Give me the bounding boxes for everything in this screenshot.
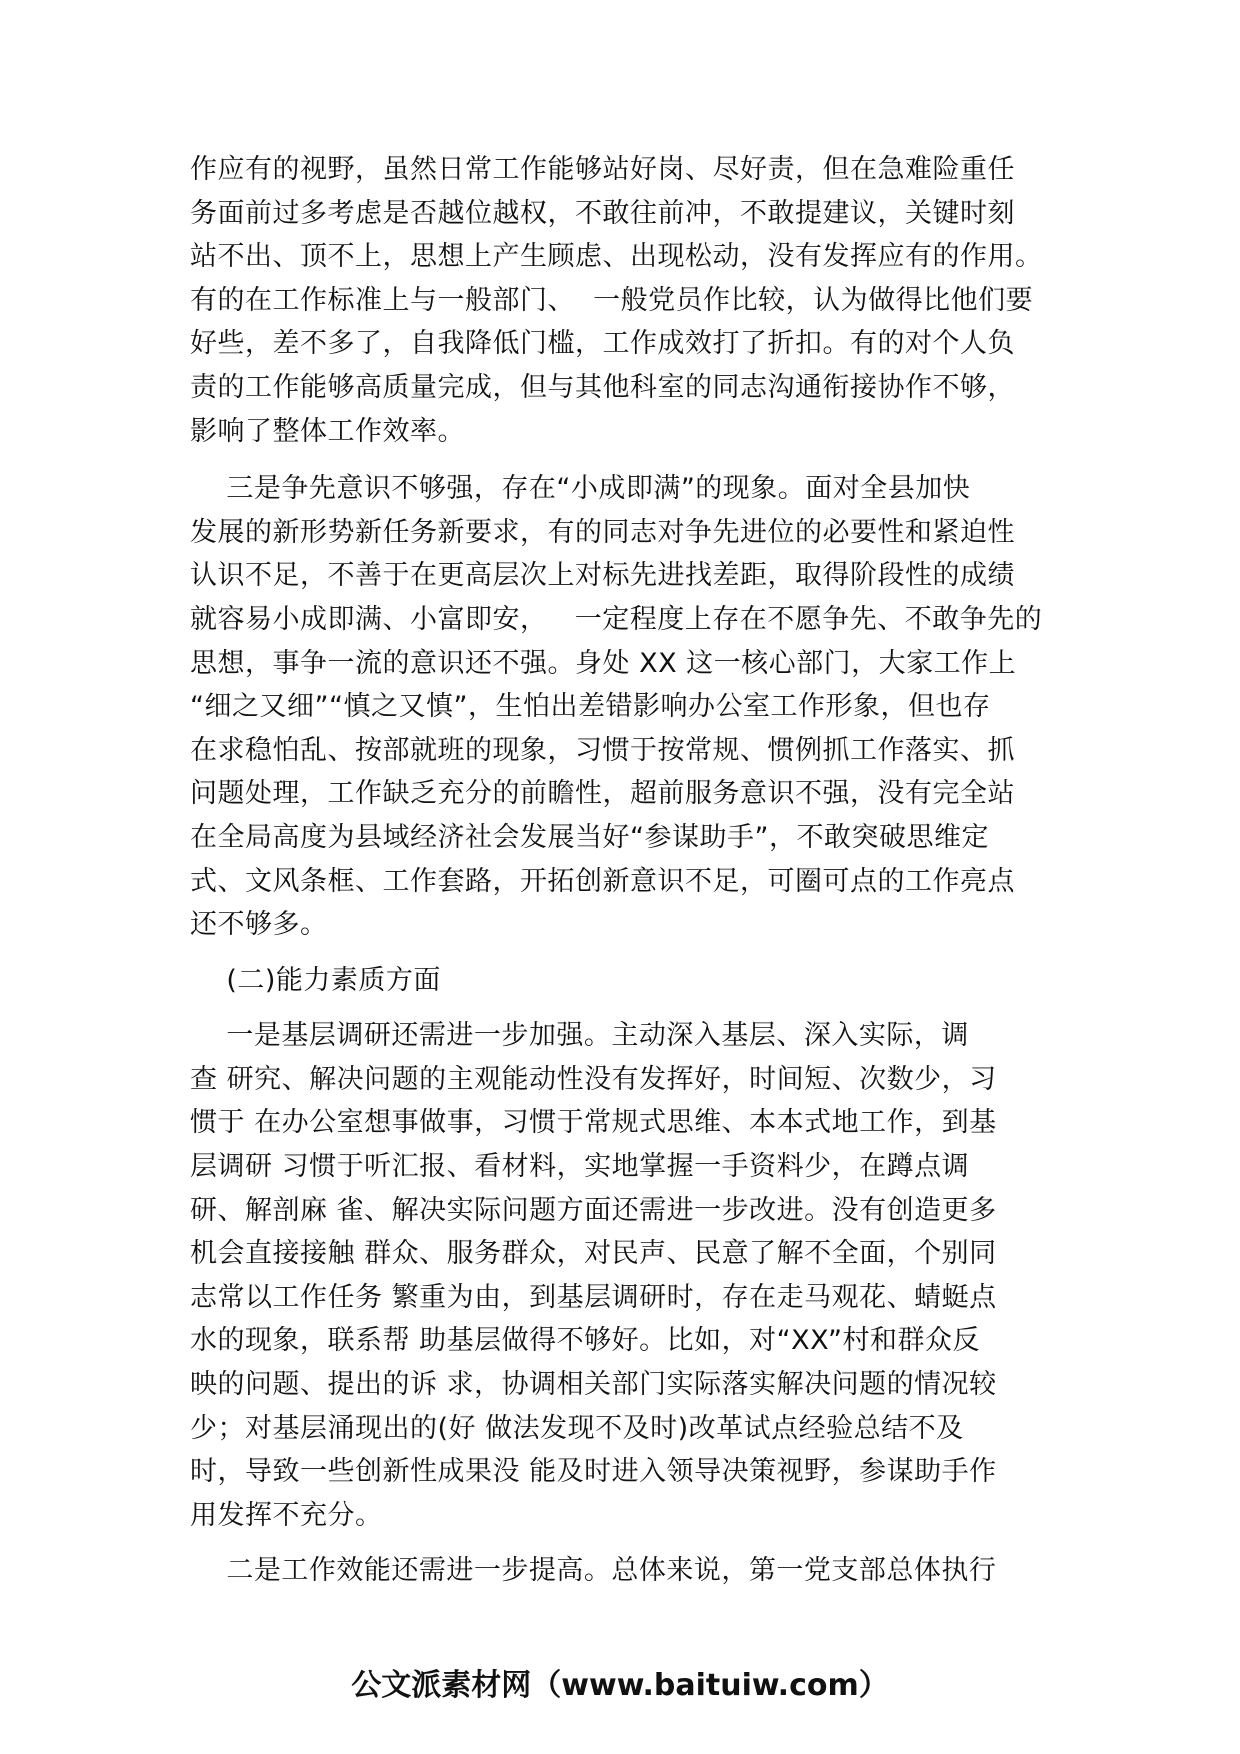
text-line: 层调研 习惯于听汇报、看材料，实地掌握一手资料少，在蹲点调 (190, 1151, 970, 1183)
text-line: 用发挥不充分。 (190, 1499, 383, 1531)
text-line: 志常以工作任务 繁重为由，到基层调研时，存在走马观花、蜻蜓点 (190, 1281, 997, 1313)
text-line: 思想，事争一流的意识还不强。身处 XX 这一核心部门，大家工作上 (190, 647, 1017, 679)
text-line: 水的现象，联系帮 助基层做得不够好。比如，对“XX”村和群众反 (190, 1325, 980, 1357)
paragraph-p2 (190, 467, 1060, 947)
text-line: 作应有的视野，虽然日常工作能够站好岗、尽好责，但在急难险重任 (190, 154, 1015, 185)
paragraph-spacer (190, 1002, 1060, 1014)
text-line: 就容易小成即满、小富即安， 一定程度上存在不愿争先、不敢争先的 (190, 603, 1043, 635)
text-line: 发展的新形势新任务新要求，有的同志对争先进位的必要性和紧迫性 (190, 516, 1015, 548)
text-line: 责的工作能够高质量完成，但与其他科室的同志沟通衔接协作不够， (190, 371, 1015, 403)
text-line: 有的在工作标准上与一般部门、 一般党员作比较，认为做得比他们要 (190, 284, 1034, 316)
text-line: 问题处理，工作缺乏充分的前瞻性，超前服务意识不强，没有完全站 (190, 778, 1015, 810)
text-line: 务面前过多考虑是否越位越权，不敢往前冲，不敢提建议，关键时刻 (190, 197, 1015, 229)
text-line: 惯于 在办公室想事做事，习惯于常规式思维、本本式地工作，到基 (190, 1107, 997, 1139)
paragraph-p5 (190, 1549, 1060, 1593)
paragraph-p3 (190, 959, 1060, 1003)
paragraph-p4 (190, 1014, 1060, 1537)
text-line: 还不够多。 (190, 909, 328, 941)
text-line: “细之又细”“慎之又慎”，生怕出差错影响办公室工作形象，但也存 (190, 691, 991, 723)
text-line: 机会直接接触 群众、服务群众，对民声、民意了解不全面，个别同 (190, 1238, 997, 1270)
text-line: 在全局高度为县域经济社会发展当好“参谋助手”，不敢突破思维定 (190, 821, 989, 853)
text-line: 查 研究、解决问题的主观能动性没有发挥好，时间短、次数少，习 (190, 1063, 997, 1095)
text-line: 映的问题、提出的诉 求，协调相关部门实际落实解决问题的情况较 (190, 1369, 997, 1401)
text-line: 少；对基层涌现出的(好 做法发现不及时)改革试点经验总结不及 (190, 1412, 964, 1444)
text-line: 式、文风条框、工作套路，开拓创新意识不足，可圈可点的工作亮点 (190, 865, 1015, 897)
text-line: 二是工作效能还需进一步提高。总体来说，第一党支部总体执行 (190, 1555, 997, 1587)
paragraph-p1 (190, 148, 1060, 453)
paragraph-spacer (190, 947, 1060, 959)
text-line: (二)能力素质方面 (190, 964, 441, 996)
text-line: 研、解剖麻 雀、解决实际问题方面还需进一步改进。没有创造更多 (190, 1194, 997, 1226)
text-line: 影响了整体工作效率。 (190, 415, 465, 447)
text-line: 认识不足，不善于在更高层次上对标先进找差距，取得阶段性的成绩 (190, 560, 1015, 592)
text-line: 三是争先意识不够强，存在“小成即满”的现象。面对全县加快 (190, 473, 971, 505)
footer-watermark: 公文派素材网（www.baituiw.com） (351, 1668, 889, 1703)
paragraph-spacer (190, 453, 1060, 467)
text-line: 好些，差不多了，自我降低门槛，工作成效打了折扣。有的对个人负 (190, 328, 1015, 360)
paragraph-spacer (190, 1537, 1060, 1549)
document-body (190, 148, 1060, 1593)
text-line: 站不出、顶不上，思想上产生顾虑、出现松动，没有发挥应有的作用。 (190, 241, 1043, 273)
text-line: 一是基层调研还需进一步加强。主动深入基层、深入实际，调 (190, 1020, 969, 1052)
text-line: 在求稳怕乱、按部就班的现象，习惯于按常规、惯例抓工作落实、抓 (190, 734, 1015, 766)
text-line: 时，导致一些创新性成果没 能及时进入领导决策视野，参谋助手作 (190, 1456, 997, 1488)
